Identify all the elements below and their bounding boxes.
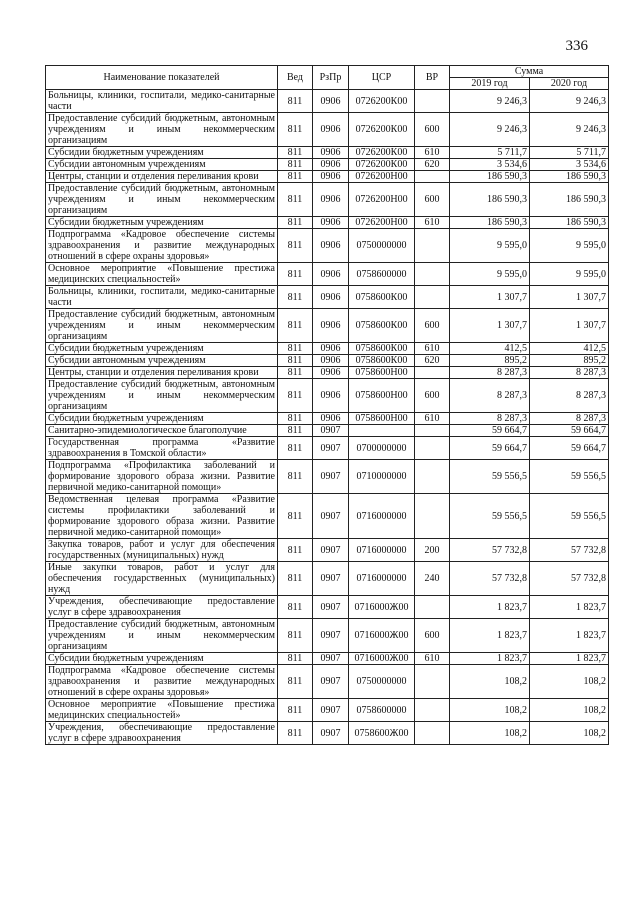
row-sum-2020: 412,5: [530, 343, 609, 355]
row-rzpr: 0906: [313, 183, 349, 217]
row-sum-2020: 8 287,3: [530, 413, 609, 425]
row-sum-2019: 8 287,3: [450, 379, 530, 413]
header-rzpr: РзПр: [313, 66, 349, 90]
table-row: [46, 539, 609, 562]
table-row: [46, 286, 609, 309]
row-sum-2019: 59 664,7: [450, 437, 530, 460]
table-row: [46, 653, 609, 665]
row-ved: 811: [278, 309, 313, 343]
row-csr: 0716000Ж00: [349, 653, 415, 665]
row-sum-2019: 108,2: [450, 665, 530, 699]
row-vr: 600: [415, 113, 450, 147]
row-sum-2019: 59 556,5: [450, 494, 530, 539]
page-number: 336: [565, 38, 588, 54]
row-ved: 811: [278, 653, 313, 665]
row-sum-2019: 1 823,7: [450, 619, 530, 653]
row-ved: 811: [278, 699, 313, 722]
row-vr: [415, 722, 450, 745]
row-rzpr: 0906: [313, 90, 349, 113]
row-sum-2019: 108,2: [450, 699, 530, 722]
row-name: Предоставление субсидий бюджетным, автономным учреждениям и иным некоммерческим организациям: [46, 379, 278, 413]
row-name: Центры, станции и отделения переливания крови: [46, 171, 278, 183]
row-sum-2020: 57 732,8: [530, 562, 609, 596]
row-sum-2020: 5 711,7: [530, 147, 609, 159]
row-sum-2020: 59 664,7: [530, 425, 609, 437]
table-row: [46, 147, 609, 159]
table-body: [46, 90, 609, 745]
row-rzpr: 0907: [313, 460, 349, 494]
row-vr: 600: [415, 379, 450, 413]
row-vr: [415, 90, 450, 113]
row-sum-2019: 5 711,7: [450, 147, 530, 159]
row-rzpr: 0907: [313, 596, 349, 619]
row-sum-2020: 1 307,7: [530, 286, 609, 309]
row-ved: 811: [278, 229, 313, 263]
row-vr: [415, 229, 450, 263]
row-vr: 200: [415, 539, 450, 562]
row-name: Закупка товаров, работ и услуг для обеспечения государственных (муниципальных) нужд: [46, 539, 278, 562]
row-name: Больницы, клиники, госпитали, медико-санитарные части: [46, 286, 278, 309]
row-csr: 0758600Ж00: [349, 722, 415, 745]
row-ved: 811: [278, 619, 313, 653]
row-ved: 811: [278, 425, 313, 437]
row-name: Больницы, клиники, госпитали, медико-санитарные части: [46, 90, 278, 113]
row-ved: 811: [278, 665, 313, 699]
table-header: [46, 66, 609, 90]
row-csr: 0726200К00: [349, 113, 415, 147]
row-rzpr: 0906: [313, 113, 349, 147]
row-name: Субсидии бюджетным учреждениям: [46, 653, 278, 665]
row-sum-2020: 1 823,7: [530, 619, 609, 653]
row-name: Центры, станции и отделения переливания крови: [46, 367, 278, 379]
row-csr: 0758600К00: [349, 355, 415, 367]
row-rzpr: 0906: [313, 413, 349, 425]
row-csr: 0758600Н00: [349, 413, 415, 425]
row-ved: 811: [278, 171, 313, 183]
row-csr: 0758600Н00: [349, 367, 415, 379]
header-csr: ЦСР: [349, 66, 415, 90]
row-vr: [415, 494, 450, 539]
table-row: [46, 90, 609, 113]
row-csr: 0758600000: [349, 699, 415, 722]
row-name: Государственная программа «Развитие здравоохранения в Томской области»: [46, 437, 278, 460]
row-rzpr: 0906: [313, 379, 349, 413]
row-name: Субсидии бюджетным учреждениям: [46, 147, 278, 159]
row-sum-2020: 108,2: [530, 722, 609, 745]
table-row: [46, 171, 609, 183]
row-name: Подпрограмма «Кадровое обеспечение системы здравоохранения и развитие международных отношений в сфере охраны здоровья»: [46, 229, 278, 263]
row-rzpr: 0907: [313, 619, 349, 653]
row-name: Предоставление субсидий бюджетным, автономным учреждениям и иным некоммерческим организациям: [46, 183, 278, 217]
row-name: Подпрограмма «Профилактика заболеваний и формирование здорового образа жизни. Развитие первичной медико-санитарной помощи»: [46, 460, 278, 494]
row-csr: 0716000000: [349, 494, 415, 539]
row-sum-2019: 8 287,3: [450, 413, 530, 425]
header-2019: 2019 год: [450, 78, 530, 90]
table-row: [46, 229, 609, 263]
row-vr: 610: [415, 343, 450, 355]
row-csr: 0750000000: [349, 665, 415, 699]
row-rzpr: 0906: [313, 367, 349, 379]
table-row: [46, 343, 609, 355]
row-csr: 0700000000: [349, 437, 415, 460]
row-vr: [415, 171, 450, 183]
row-rzpr: 0907: [313, 539, 349, 562]
row-sum-2019: 1 307,7: [450, 286, 530, 309]
row-name: Субсидии бюджетным учреждениям: [46, 343, 278, 355]
row-name: Ведомственная целевая программа «Развитие системы профилактики заболеваний и формирование здорового образа жизни. Развитие первичной медико-санитарной помощи»: [46, 494, 278, 539]
row-sum-2019: 1 307,7: [450, 309, 530, 343]
row-sum-2019: 186 590,3: [450, 183, 530, 217]
table-row: [46, 113, 609, 147]
table-row: [46, 263, 609, 286]
row-vr: 610: [415, 147, 450, 159]
row-sum-2019: 1 823,7: [450, 596, 530, 619]
row-rzpr: 0906: [313, 286, 349, 309]
row-sum-2019: 9 595,0: [450, 229, 530, 263]
row-sum-2020: 186 590,3: [530, 183, 609, 217]
row-csr: 0726200Н00: [349, 171, 415, 183]
row-rzpr: 0906: [313, 159, 349, 171]
table-row: [46, 437, 609, 460]
row-sum-2020: 895,2: [530, 355, 609, 367]
row-ved: 811: [278, 379, 313, 413]
row-rzpr: 0906: [313, 343, 349, 355]
row-csr: 0726200К00: [349, 147, 415, 159]
table-row: [46, 699, 609, 722]
row-sum-2020: 9 595,0: [530, 229, 609, 263]
row-csr: 0716000Ж00: [349, 596, 415, 619]
row-ved: 811: [278, 437, 313, 460]
row-vr: [415, 425, 450, 437]
table-row: [46, 460, 609, 494]
row-sum-2020: 59 556,5: [530, 460, 609, 494]
table-row: [46, 183, 609, 217]
row-csr: 0726200К00: [349, 90, 415, 113]
row-vr: 610: [415, 413, 450, 425]
row-sum-2020: 186 590,3: [530, 171, 609, 183]
row-vr: [415, 286, 450, 309]
header-2020: 2020 год: [530, 78, 609, 90]
row-vr: 610: [415, 217, 450, 229]
row-rzpr: 0906: [313, 355, 349, 367]
row-rzpr: 0907: [313, 699, 349, 722]
row-ved: 811: [278, 355, 313, 367]
row-name: Подпрограмма «Кадровое обеспечение системы здравоохранения и развитие международных отношений в сфере охраны здоровья»: [46, 665, 278, 699]
row-sum-2020: 186 590,3: [530, 217, 609, 229]
row-sum-2020: 108,2: [530, 699, 609, 722]
row-rzpr: 0907: [313, 665, 349, 699]
row-vr: [415, 596, 450, 619]
row-sum-2020: 8 287,3: [530, 367, 609, 379]
row-sum-2019: 412,5: [450, 343, 530, 355]
row-sum-2020: 57 732,8: [530, 539, 609, 562]
row-sum-2019: 59 556,5: [450, 460, 530, 494]
row-csr: 0758600К00: [349, 286, 415, 309]
header-name: Наименование показателей: [46, 66, 278, 90]
row-csr: 0758600Н00: [349, 379, 415, 413]
row-ved: 811: [278, 539, 313, 562]
table-row: [46, 562, 609, 596]
table-row: [46, 494, 609, 539]
row-name: Основное мероприятие «Повышение престижа медицинских специальностей»: [46, 699, 278, 722]
row-vr: [415, 699, 450, 722]
row-sum-2020: 3 534,6: [530, 159, 609, 171]
row-csr: 0726200К00: [349, 159, 415, 171]
row-ved: 811: [278, 183, 313, 217]
row-sum-2019: 186 590,3: [450, 217, 530, 229]
row-ved: 811: [278, 90, 313, 113]
row-vr: [415, 665, 450, 699]
row-sum-2019: 108,2: [450, 722, 530, 745]
table-row: [46, 425, 609, 437]
row-ved: 811: [278, 722, 313, 745]
row-vr: [415, 263, 450, 286]
row-sum-2020: 1 823,7: [530, 653, 609, 665]
row-rzpr: 0906: [313, 229, 349, 263]
row-rzpr: 0906: [313, 309, 349, 343]
row-rzpr: 0906: [313, 171, 349, 183]
row-rzpr: 0906: [313, 147, 349, 159]
row-rzpr: 0907: [313, 494, 349, 539]
row-ved: 811: [278, 113, 313, 147]
row-sum-2020: 9 595,0: [530, 263, 609, 286]
row-sum-2020: 9 246,3: [530, 90, 609, 113]
row-ved: 811: [278, 367, 313, 379]
row-rzpr: 0907: [313, 425, 349, 437]
row-rzpr: 0907: [313, 437, 349, 460]
table-row: [46, 355, 609, 367]
table-row: [46, 665, 609, 699]
row-vr: 240: [415, 562, 450, 596]
row-csr: 0716000000: [349, 539, 415, 562]
row-ved: 811: [278, 263, 313, 286]
row-sum-2020: 1 823,7: [530, 596, 609, 619]
row-name: Субсидии бюджетным учреждениям: [46, 217, 278, 229]
row-sum-2019: 59 664,7: [450, 425, 530, 437]
row-ved: 811: [278, 147, 313, 159]
row-vr: [415, 460, 450, 494]
row-name: Предоставление субсидий бюджетным, автономным учреждениям и иным некоммерческим организациям: [46, 113, 278, 147]
row-csr: 0758600К00: [349, 309, 415, 343]
header-vr: ВР: [415, 66, 450, 90]
row-sum-2020: 1 307,7: [530, 309, 609, 343]
row-sum-2019: 9 246,3: [450, 90, 530, 113]
row-name: Субсидии автономным учреждениям: [46, 159, 278, 171]
row-ved: 811: [278, 413, 313, 425]
row-ved: 811: [278, 159, 313, 171]
row-vr: 600: [415, 309, 450, 343]
row-sum-2020: 108,2: [530, 665, 609, 699]
row-rzpr: 0907: [313, 562, 349, 596]
row-vr: [415, 437, 450, 460]
table-row: [46, 367, 609, 379]
row-vr: [415, 367, 450, 379]
row-sum-2019: 57 732,8: [450, 562, 530, 596]
row-csr: 0758600К00: [349, 343, 415, 355]
row-rzpr: 0907: [313, 653, 349, 665]
table-row: [46, 619, 609, 653]
row-vr: 600: [415, 183, 450, 217]
header-sum: Сумма: [450, 66, 609, 78]
table-row: [46, 722, 609, 745]
row-csr: 0758600000: [349, 263, 415, 286]
row-sum-2019: 9 246,3: [450, 113, 530, 147]
row-ved: 811: [278, 494, 313, 539]
row-csr: [349, 425, 415, 437]
row-ved: 811: [278, 460, 313, 494]
row-name: Предоставление субсидий бюджетным, автономным учреждениям и иным некоммерческим организациям: [46, 309, 278, 343]
row-sum-2020: 9 246,3: [530, 113, 609, 147]
row-sum-2019: 3 534,6: [450, 159, 530, 171]
row-rzpr: 0906: [313, 217, 349, 229]
row-rzpr: 0907: [313, 722, 349, 745]
row-ved: 811: [278, 343, 313, 355]
table-row: [46, 309, 609, 343]
row-vr: 600: [415, 619, 450, 653]
header-ved: Вед: [278, 66, 313, 90]
row-name: Иные закупки товаров, работ и услуг для обеспечения государственных (муниципальных) нужд: [46, 562, 278, 596]
row-sum-2020: 59 664,7: [530, 437, 609, 460]
row-rzpr: 0906: [313, 263, 349, 286]
row-sum-2019: 895,2: [450, 355, 530, 367]
row-name: Субсидии автономным учреждениям: [46, 355, 278, 367]
row-ved: 811: [278, 596, 313, 619]
row-sum-2020: 59 556,5: [530, 494, 609, 539]
row-ved: 811: [278, 286, 313, 309]
row-vr: 620: [415, 159, 450, 171]
row-sum-2019: 186 590,3: [450, 171, 530, 183]
row-csr: 0710000000: [349, 460, 415, 494]
table-row: [46, 596, 609, 619]
row-ved: 811: [278, 562, 313, 596]
row-csr: 0726200Н00: [349, 217, 415, 229]
row-name: Санитарно-эпидемиологическое благополучие: [46, 425, 278, 437]
row-name: Предоставление субсидий бюджетным, автономным учреждениям и иным некоммерческим организациям: [46, 619, 278, 653]
row-csr: 0716000Ж00: [349, 619, 415, 653]
budget-table: [45, 65, 609, 745]
row-sum-2019: 8 287,3: [450, 367, 530, 379]
row-name: Основное мероприятие «Повышение престижа медицинских специальностей»: [46, 263, 278, 286]
table-row: [46, 159, 609, 171]
table-row: [46, 217, 609, 229]
table-row: [46, 413, 609, 425]
row-vr: 610: [415, 653, 450, 665]
row-name: Учреждения, обеспечивающие предоставление услуг в сфере здравоохранения: [46, 596, 278, 619]
row-vr: 620: [415, 355, 450, 367]
row-sum-2019: 9 595,0: [450, 263, 530, 286]
row-ved: 811: [278, 217, 313, 229]
row-csr: 0750000000: [349, 229, 415, 263]
row-sum-2019: 57 732,8: [450, 539, 530, 562]
row-sum-2019: 1 823,7: [450, 653, 530, 665]
row-name: Учреждения, обеспечивающие предоставление услуг в сфере здравоохранения: [46, 722, 278, 745]
row-csr: 0716000000: [349, 562, 415, 596]
row-sum-2020: 8 287,3: [530, 379, 609, 413]
row-name: Субсидии бюджетным учреждениям: [46, 413, 278, 425]
table-row: [46, 379, 609, 413]
row-csr: 0726200Н00: [349, 183, 415, 217]
